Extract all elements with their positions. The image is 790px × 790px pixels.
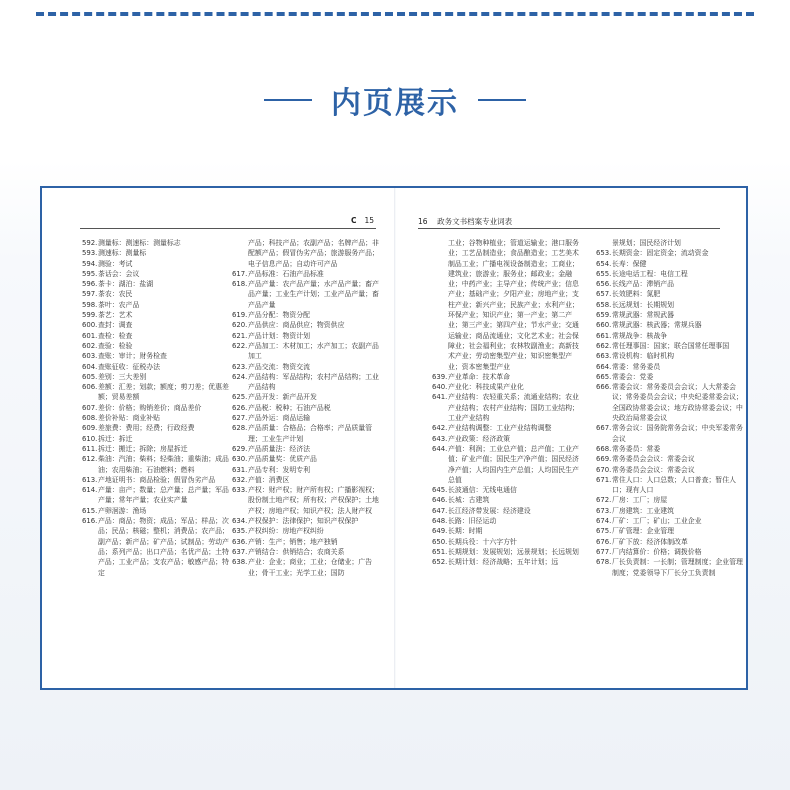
entry-number: 595. [82,269,98,278]
entry-text: 茶艺：艺术 [98,311,133,320]
glossary-entry [82,382,232,403]
glossary-entry [82,259,232,269]
entry-text: 产品供应：商品供应；物资供应 [248,321,345,330]
entry-number: 678. [596,558,612,567]
entry-number: 651. [432,547,448,556]
glossary-entry [232,547,382,557]
glossary-entry [596,465,746,475]
entry-text: 长效肥料：氮肥 [612,290,661,299]
entry-number: 654. [596,259,612,268]
entry-number: 604. [82,362,98,371]
glossary-entry [596,526,746,536]
entry-number: 617. [232,269,248,278]
right-page [396,188,746,688]
glossary-entry [82,289,232,299]
entry-number: 648. [432,517,448,526]
left-column-2 [232,238,382,578]
entry-number: 677. [596,547,612,556]
entry-number: 625. [232,393,248,402]
entry-number: 614. [82,486,98,495]
entry-text: 产业化：科技成果产业化 [448,383,524,392]
entry-text: 产品产量：农产品产量；水产品产量；畜产品产量；工业生产计划；工业产品产量；畜产品产量 [248,280,379,309]
entry-text: 常任理事国：国家；联合国常任理事国 [612,341,730,350]
entry-number: 611. [82,444,98,453]
entry-text: 产品质量奖：优质产品 [248,455,317,464]
right-page-number: 16 [418,217,428,226]
glossary-entry [432,495,582,505]
entry-text: 产权：财产权；财产所有权；广播影视权；股份制土地产权；所有权；产权保护；土地产权；房地产权；知识产权；法人财产权 [248,486,379,515]
entry-text: 产业：企业；商业；工业；仓储业；广告业；骨干工业；光学工业；国防 [248,558,373,577]
entry-number: 665. [596,372,612,381]
glossary-entry [596,557,746,578]
entry-text: 产品开发：新产品开发 [248,393,317,402]
entry-number: 637. [232,547,248,556]
glossary-entry [432,526,582,536]
entry-text: 长线产品：滞销产品 [612,280,675,289]
entry-number: 618. [232,280,248,289]
glossary-entry [82,506,232,516]
entry-text: 长寿：保健 [612,259,647,268]
section-heading [0,78,790,124]
entry-text: 长波通信：无线电通信 [448,486,517,495]
entry-number: 653. [596,249,612,258]
entry-text: 产权纠纷：房地产权纠纷 [248,527,324,536]
entry-number: 668. [596,444,612,453]
entry-text: 茶农：农民 [98,290,133,299]
glossary-entry [596,341,746,351]
entry-text: 查账征收：征税办法 [98,362,161,371]
entry-number: 675. [596,527,612,536]
entry-number: 644. [432,444,448,453]
left-page-header [351,216,374,228]
entry-number: 624. [232,372,248,381]
entry-text: 查验：检验 [98,341,133,350]
glossary-entry [432,516,582,526]
entry-number: 640. [432,383,448,392]
entry-number: 632. [232,475,248,484]
entry-number: 621. [232,331,248,340]
entry-text: 常务委员：常委 [612,444,661,453]
right-page-header [418,216,512,228]
entry-text: 产品交流：物资交流 [248,362,311,371]
left-page [42,188,394,688]
entry-number: 622. [232,341,248,350]
glossary-entry [596,259,746,269]
glossary-entry [82,310,232,320]
glossary-entry [596,310,746,320]
entry-text: 产卵洄游：渔场 [98,506,147,515]
glossary-entry [82,351,232,361]
entry-number: 670. [596,465,612,474]
glossary-entry [82,423,232,433]
left-header-letter: C [350,216,357,225]
entry-text: 产品外运：商品运输 [248,414,311,423]
entry-number: 650. [432,537,448,546]
glossary-entry [432,444,582,485]
glossary-entry [432,382,582,392]
entry-text: 测验：考试 [98,259,133,268]
entry-text: 长城：古建筑 [448,496,490,505]
glossary-entry [232,310,382,320]
entry-number: 662. [596,341,612,350]
glossary-entry [596,289,746,299]
entry-number: 612. [82,455,98,464]
glossary-entry [232,485,382,516]
entry-text: 茶话会：会议 [98,269,140,278]
entry-text: 厂长负责制：一长制；管理制度；企业管理制度；党委领导下厂长分工负责制 [612,558,743,577]
entry-text: 常设机构：临时机构 [612,352,675,361]
entry-number: 603. [82,352,98,361]
glossary-entry [596,372,746,382]
entry-text: 差额：汇差；划款；额度；剪刀差；优惠差额；贸易差额 [98,383,229,402]
left-page-number: 15 [364,216,374,225]
entry-number: 593. [82,249,98,258]
entry-text: 产品计划：物资计划 [248,331,311,340]
entry-number: 634. [232,517,248,526]
glossary-entry [232,341,382,362]
entry-text: 产业政策：经济政策 [448,434,511,443]
glossary-entry [432,485,582,495]
entry-number: 642. [432,424,448,433]
glossary-entry [596,320,746,330]
entry-text: 产业结构调整：工业产业结构调整 [448,424,552,433]
entry-number: 649. [432,527,448,536]
glossary-entry [596,351,746,361]
glossary-entry [232,444,382,454]
entry-text: 产品结构：军品结构；农村产品结构；工业产品结构 [248,372,379,392]
glossary-entry [82,413,232,423]
entry-text: 产品；科技产品；农副产品；名牌产品；非配额产品；假冒伪劣产品；旅游服务产品；电子信息产品；自动许可产品 [248,239,379,268]
entry-number: 602. [82,341,98,350]
book-spread [40,186,748,690]
glossary-entry [82,248,232,258]
entry-number: 620. [232,321,248,330]
entry-number: 639. [432,372,448,381]
glossary-entry [596,516,746,526]
entry-text: 茶叶：农产品 [98,300,140,309]
glossary-entry [232,526,382,536]
entry-number: 673. [596,506,612,515]
glossary-entry [232,557,382,578]
entry-number: 607. [82,403,98,412]
glossary-entry [596,248,746,258]
entry-text: 产地证明书：商品检验；假冒伪劣产品 [98,475,216,484]
entry-number: 652. [432,558,448,567]
entry-number: 663. [596,352,612,361]
glossary-entry [82,403,232,413]
entry-text: 常务委员会会议：常委会议 [612,455,695,464]
entry-text: 查封：调查 [98,321,133,330]
entry-number: 592. [82,239,98,247]
glossary-entry [232,362,382,372]
entry-text: 产销：生产；销售；地产独销 [248,537,338,546]
entry-text: 常委会：党委 [612,372,654,381]
entry-text: 工业；谷物种植业；管道运输业；港口服务业；工艺品制造业；食品酿造业；工艺美术制品工业；广播电视设备制造业；工商业；建筑业；旅游业；服务业；邮政业；金融业；中药产业；主导产业；传统产业；信息产业；基础产业；夕阳产业；房地产业；支柱产业；新兴产业；民族产业；水利产业；环保产业；知识产业；第一产业；第二产业；第三产业；第四产业；节水产业；交通运输业；商品流通业；文化艺术业；社会保障业；社会福利业；农林牧副渔业；高新技术产业；劳动密集型产业；知识密集型产业；资本密集型产业 [448,239,579,371]
entry-number: 613. [82,475,98,484]
entry-number: 671. [596,475,612,484]
entry-number: 598. [82,300,98,309]
glossary-entry [82,238,232,248]
entry-number: 615. [82,506,98,515]
entry-text: 长江经济带发展：经济建设 [448,506,531,515]
glossary-entry [232,403,382,413]
entry-text: 产品标准：石油产品标准 [248,269,324,278]
heading-line-right [478,99,526,101]
entry-text: 常规武器：常规武器 [612,311,675,320]
glossary-entry [596,423,746,444]
entry-text: 产品质量：合格品；合格率；产品质量管理；工业生产计划 [248,424,373,443]
entry-number: 658. [596,300,612,309]
glossary-entry [596,547,746,557]
entry-number: 643. [432,434,448,443]
glossary-entry [232,475,382,485]
entry-text: 厂矿管理：企业管理 [612,527,675,536]
entry-number: 608. [82,414,98,423]
entry-number: 594. [82,259,98,268]
entry-text: 常委：常务委员 [612,362,661,371]
entry-number: 664. [596,362,612,371]
entry-number: 605. [82,372,98,381]
entry-number: 633. [232,486,248,495]
entry-number: 629. [232,444,248,453]
entry-text: 常务委员会会议：常委会议 [612,465,695,474]
glossary-entry [232,269,382,279]
entry-text: 产品加工：木材加工；水产加工；农副产品加工 [248,341,379,361]
entry-number: 606. [82,383,98,392]
glossary-entry [596,382,746,423]
entry-text: 长期：时期 [448,527,483,536]
glossary-entry [232,516,382,526]
glossary-entry [232,392,382,402]
glossary-entry [596,331,746,341]
entry-number: 631. [232,465,248,474]
entry-text: 长途电话工程：电信工程 [612,269,688,278]
glossary-entry [232,320,382,330]
glossary-entry [232,238,382,269]
entry-number: 647. [432,506,448,515]
entry-number: 669. [596,455,612,464]
entry-number: 627. [232,414,248,423]
entry-text: 常规武器：核武器；常规兵器 [612,321,702,330]
entry-text: 测速标：测量标 [98,249,147,258]
entry-text: 产权保护：法律保护；知识产权保护 [248,517,359,526]
glossary-entry [232,331,382,341]
glossary-entry [232,454,382,464]
entry-number: 635. [232,527,248,536]
glossary-entry [82,454,232,475]
glossary-entry [82,331,232,341]
glossary-entry [432,392,582,423]
top-dashed-border [36,12,754,16]
right-header-rule [418,228,720,229]
entry-number: 655. [596,269,612,278]
glossary-entry [432,238,582,372]
entry-text: 产品质量法：经济法 [248,444,311,453]
entry-text: 查检：检查 [98,331,133,340]
entry-text: 产值：利润；工业总产值；总产值；工业产值；矿业产值；国民生产净产值；国民经济净产值；人均国内生产总值；人均国民生产总值 [448,444,579,484]
glossary-entry [432,557,582,567]
entry-text: 差别：三大差别 [98,372,147,381]
entry-text: 产业革命：技术革命 [448,372,511,381]
entry-text: 差价：价格；购销差价；商品差价 [98,403,202,412]
left-column-1 [82,238,232,578]
entry-text: 厂矿：工厂；矿山；工业企业 [612,517,702,526]
glossary-entry [232,372,382,393]
glossary-entry [596,475,746,496]
entry-text: 产品税：税种；石油产品税 [248,403,331,412]
glossary-entry [82,434,232,444]
entry-number: 676. [596,537,612,546]
glossary-entry [82,475,232,485]
entry-number: 661. [596,331,612,340]
heading-title: 内页展示 [331,86,459,121]
entry-text: 产业结构：农轻重关系；流通业结构；农业产业结构；农村产业结构；国防工业结构；工业产业结构 [448,393,579,423]
entry-text: 产量：亩产；数量；总产量；总产量；军品产量；常年产量；农业实产量 [98,486,229,505]
glossary-entry [432,372,582,382]
entry-number: 638. [232,558,248,567]
entry-text: 厂内结算价：价格；调拨价格 [612,547,702,556]
entry-text: 产品：商品；物资；成品；军品；样品；次品；民品；核磁；整机；消费品；农产品；副产品；新产品；矿产品；试制品；劳动产品；系列产品；出口产品；名优产品；土特产品；工业产品；支农产品；敏感产品；特定 [98,517,229,577]
heading-line-left [264,99,312,101]
right-column-2 [596,238,746,578]
entry-number: 626. [232,403,248,412]
entry-number: 667. [596,424,612,433]
glossary-entry [232,537,382,547]
glossary-entry [596,444,746,454]
entry-number: 660. [596,321,612,330]
glossary-entry [596,362,746,372]
entry-number: 645. [432,486,448,495]
entry-text: 长期计划：经济战略；五年计划；远 [448,558,559,567]
entry-number: 657. [596,290,612,299]
glossary-entry [82,362,232,372]
glossary-entry [596,506,746,516]
entry-number: 659. [596,311,612,320]
entry-number: 601. [82,331,98,340]
entry-number: 666. [596,383,612,392]
entry-text: 长期规划：发展规划；远景规划；长远规划 [448,547,579,556]
entry-text: 茶卡：湖泊：盐湖 [98,280,154,289]
entry-text: 拆迁：搬迁；拆除；房屋拆迁 [98,444,188,453]
glossary-entry [82,516,232,578]
glossary-entry [596,279,746,289]
glossary-entry [432,537,582,547]
entry-text: 常住人口：人口总数；人口普查；暂住人口；现有人口 [612,475,737,495]
entry-text: 常务会议：国务院常务会议；中央军委常务会议 [612,424,743,443]
entry-number: 596. [82,280,98,289]
right-header-title: 政务文书档案专业词表 [437,217,513,226]
glossary-entry [232,465,382,475]
entry-text: 柴油：汽油；柴料；轻柴油；重柴油；成品油；农用柴油；石油燃料；燃料 [98,455,229,474]
entry-number: 674. [596,517,612,526]
entry-text: 厂矿下放：经济体制改革 [612,537,688,546]
entry-text: 景规划；国民经济计划 [612,239,681,247]
entry-text: 产值：消费区 [248,475,290,484]
entry-number: 646. [432,496,448,505]
glossary-entry [596,238,746,248]
glossary-entry [232,423,382,444]
entry-number: 636. [232,537,248,546]
glossary-entry [82,320,232,330]
glossary-entry [82,444,232,454]
entry-text: 测量标：测速标：测量标志 [98,239,181,247]
glossary-entry [596,537,746,547]
entry-text: 厂房：工厂；房屋 [612,496,668,505]
entry-number: 600. [82,321,98,330]
glossary-entry [82,341,232,351]
glossary-entry [82,300,232,310]
entry-text: 产销结合：供销结合；农商关系 [248,547,345,556]
entry-number: 628. [232,424,248,433]
entry-text: 查账：审计；财务检查 [98,352,167,361]
right-column-1 [432,238,582,568]
glossary-entry [82,279,232,289]
glossary-entry [596,269,746,279]
glossary-entry [432,423,582,433]
glossary-entry [82,372,232,382]
entry-text: 产品分配：物资分配 [248,311,311,320]
entry-number: 597. [82,290,98,299]
entry-number: 609. [82,424,98,433]
entry-text: 长期兵役：十六字方针 [448,537,517,546]
entry-number: 641. [432,393,448,402]
entry-number: 610. [82,434,98,443]
left-header-rule [80,228,376,229]
glossary-entry [596,454,746,464]
entry-text: 厂房建筑：工业建筑 [612,506,675,515]
entry-text: 差旅费：费用；经费；行政经费 [98,424,195,433]
entry-number: 630. [232,455,248,464]
entry-number: 656. [596,280,612,289]
glossary-entry [596,300,746,310]
glossary-entry [432,434,582,444]
entry-text: 产品专利：发明专利 [248,465,311,474]
entry-text: 长期资金：固定资金；流动资金 [612,249,709,258]
glossary-entry [432,547,582,557]
entry-text: 差价补贴：商业补贴 [98,414,161,423]
glossary-entry [432,506,582,516]
entry-number: 599. [82,311,98,320]
entry-text: 长远规划：长期规划 [612,300,675,309]
glossary-entry [232,413,382,423]
entry-text: 常委会议：常务委员会会议；人大常委会议；常务委员会会议；中央纪委常委会议；全国政协常委会议；地方政协常委会议；中央政治局常委会议 [612,383,743,423]
entry-number: 623. [232,362,248,371]
entry-text: 长路：旧径运动 [448,517,497,526]
glossary-entry [82,269,232,279]
glossary-entry [82,485,232,506]
glossary-entry [232,279,382,310]
entry-text: 拆迁：拆迁 [98,434,133,443]
entry-number: 619. [232,311,248,320]
entry-number: 616. [82,517,98,526]
glossary-entry [596,495,746,505]
entry-number: 672. [596,496,612,505]
entry-text: 常规战争：核战争 [612,331,668,340]
